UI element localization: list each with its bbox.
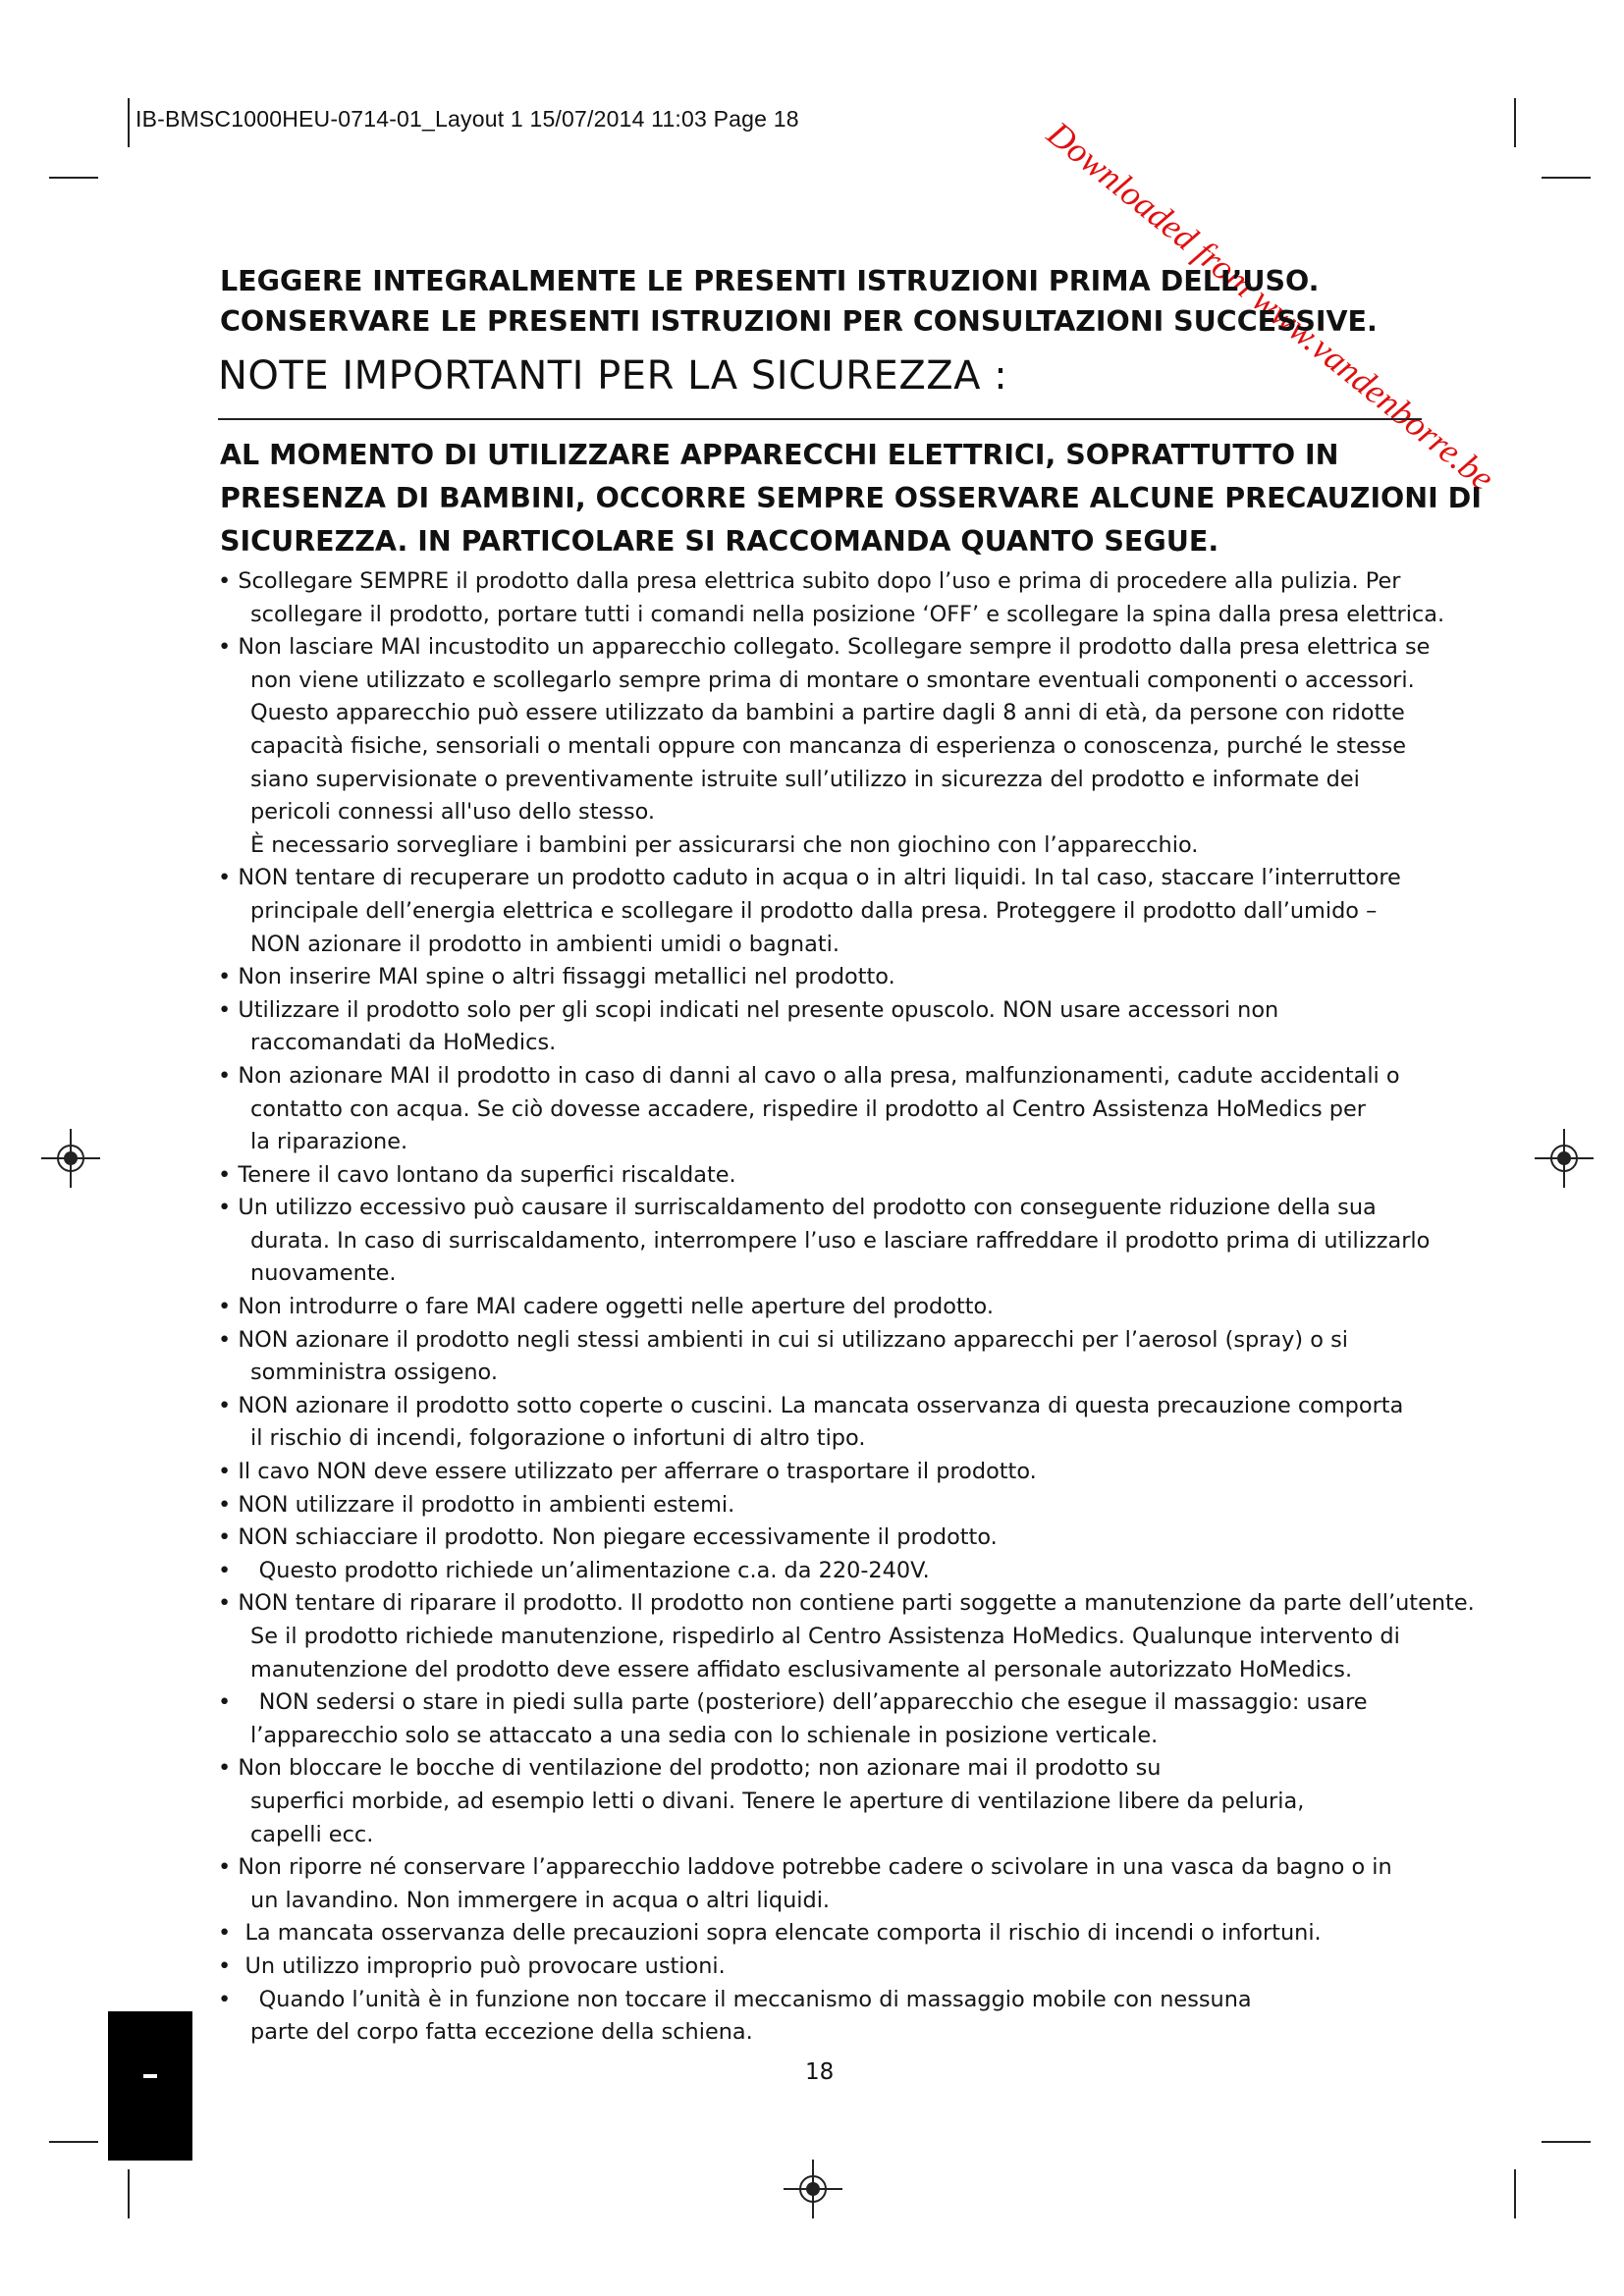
list-item	[218, 1192, 1494, 1291]
list-item	[218, 1752, 1494, 1851]
bullet-line: • NON azionare il prodotto sotto coperte o cuscini. La mancata osservanza di questa precauzione comporta	[218, 1392, 1404, 1418]
header-line: CONSERVARE LE PRESENTI ISTRUZIONI PER CONSULTAZIONI SUCCESSIVE.	[220, 305, 1378, 338]
intro-line: PRESENZA DI BAMBINI, OCCORRE SEMPRE OSSERVARE ALCUNE PRECAUZIONI DI	[220, 482, 1482, 514]
bullet-line: • Il cavo NON deve essere utilizzato per afferrare o trasportare il prodotto.	[218, 1459, 1037, 1485]
bullet-line: • NON tentare di recuperare un prodotto caduto in acqua o in altri liquidi. In tal caso, staccare l’interruttore	[218, 865, 1401, 891]
bullet-continuation: parte del corpo fatta eccezione della schiena.	[250, 2019, 753, 2046]
page-number: 18	[805, 2059, 835, 2085]
bullet-continuation: il rischio di incendi, folgorazione o infortuni di altro tipo.	[250, 1425, 866, 1452]
bullet-continuation: somministra ossigeno.	[250, 1360, 498, 1386]
download-watermark: Downloaded from www.vandenborre.be	[1040, 113, 1502, 499]
bullet-line: • Non inserire MAI spine o altri fissaggi metallici nel prodotto.	[218, 964, 895, 990]
safety-intro	[220, 434, 1482, 563]
intro-line: AL MOMENTO DI UTILIZZARE APPARECCHI ELETTRICI, SOPRATTUTTO IN	[220, 439, 1339, 471]
list-item	[218, 1984, 1494, 2050]
bullet-continuation: principale dell’energia elettrica e scollegare il prodotto dalla presa. Proteggere il prodotto dall’umido –	[250, 897, 1378, 924]
crop-mark-top-left-horizontal	[49, 177, 98, 179]
bullet-continuation: non viene utilizzato e scollegarlo sempre prima di montare o smontare eventuali componenti o accessori.	[250, 667, 1415, 693]
bullet-line: • Tenere il cavo lontano da superfici riscaldate.	[218, 1161, 736, 1188]
list-item	[218, 1291, 1494, 1324]
title-divider	[218, 418, 1422, 420]
list-item	[218, 1489, 1494, 1522]
list-item	[218, 1324, 1494, 1390]
bullet-line: • Utilizzare il prodotto solo per gli scopi indicati nel presente opuscolo. NON usare accessori non	[218, 996, 1279, 1023]
bullet-line: • Quando l’unità è in funzione non toccare il meccanismo di massaggio mobile con nessuna	[218, 1986, 1252, 2012]
bullet-continuation: raccomandati da HoMedics.	[250, 1030, 557, 1056]
list-item	[218, 1555, 1494, 1588]
print-slug-line: IB-BMSC1000HEU-0714-01_Layout 1 15/07/2014 11:03 Page 18	[135, 106, 799, 132]
bullet-line: • Un utilizzo eccessivo può causare il surriscaldamento del prodotto con conseguente riduzione della sua	[218, 1195, 1377, 1221]
crop-mark-bottom-right-vertical	[1514, 2169, 1516, 2218]
registration-mark-right-icon	[1535, 1129, 1594, 1188]
list-item	[218, 1522, 1494, 1555]
bullet-continuation: manutenzione del prodotto deve essere affidato esclusivamente al personale autorizzato HoMedics.	[250, 1656, 1353, 1682]
section-title: NOTE IMPORTANTI PER LA SICUREZZA :	[218, 353, 1008, 399]
bullet-line: • La mancata osservanza delle precauzioni sopra elencate comporta il rischio di incendi o infortuni.	[218, 1920, 1322, 1947]
list-item	[218, 1851, 1494, 1917]
document-header	[220, 261, 1418, 342]
bullet-line: • NON tentare di riparare il prodotto. Il prodotto non contiene parti soggette a manutenzione da parte dell’utente.	[218, 1590, 1475, 1617]
list-item	[218, 994, 1494, 1060]
list-item	[218, 862, 1494, 961]
bullet-line: • Scollegare SEMPRE il prodotto dalla presa elettrica subito dopo l’uso e prima di procedere alla pulizia. Per	[218, 568, 1401, 594]
list-item	[218, 1390, 1494, 1456]
bullet-continuation: siano supervisionate o preventivamente istruite sull’utilizzo in sicurezza del prodotto e informate dei	[250, 766, 1360, 792]
bullet-continuation: l’apparecchio solo se attaccato a una sedia con lo schienale in posizione verticale.	[250, 1722, 1159, 1748]
bullet-line: • NON schiacciare il prodotto. Non piegare eccessivamente il prodotto.	[218, 1524, 998, 1551]
bullet-line: • NON sedersi o stare in piedi sulla parte (posteriore) dell’apparecchio che esegue il massaggio: usare	[218, 1689, 1368, 1716]
bullet-continuation: superfici morbide, ad esempio letti o divani. Tenere le aperture di ventilazione libere da peluria,	[250, 1788, 1305, 1814]
list-item	[218, 1587, 1494, 1686]
bullet-line: • Questo prodotto richiede un’alimentazione c.a. da 220-240V.	[218, 1557, 930, 1583]
bullet-line: • Non introdurre o fare MAI cadere oggetti nelle aperture del prodotto.	[218, 1294, 994, 1320]
crop-mark-bottom-left-vertical	[128, 2169, 130, 2218]
list-item	[218, 1060, 1494, 1159]
bullet-line: • Un utilizzo improprio può provocare ustioni.	[218, 1952, 726, 1979]
bullet-continuation: Questo apparecchio può essere utilizzato da bambini a partire dagli 8 anni di età, da persone con ridotte	[250, 700, 1405, 726]
tab-dash-icon	[143, 2074, 157, 2078]
list-item	[218, 565, 1494, 631]
crop-mark-bottom-right-horizontal	[1542, 2141, 1591, 2143]
bullet-continuation: Se il prodotto richiede manutenzione, rispedirlo al Centro Assistenza HoMedics. Qualunque intervento di	[250, 1624, 1400, 1649]
bullet-line: • NON utilizzare il prodotto in ambienti estemi.	[218, 1491, 735, 1518]
crop-mark-top-right-horizontal	[1542, 177, 1591, 179]
crop-mark-bottom-left-horizontal	[49, 2141, 98, 2143]
bullet-continuation: un lavandino. Non immergere in acqua o altri liquidi.	[250, 1887, 831, 1913]
bullet-continuation: durata. In caso di surriscaldamento, interrompere l’uso e lasciare raffreddare il prodotto prima di utilizzarlo	[250, 1227, 1431, 1254]
bullet-continuation: contatto con acqua. Se ciò dovesse accadere, rispedire il prodotto al Centro Assistenza HoMedics per	[250, 1095, 1366, 1122]
list-item	[218, 1456, 1494, 1489]
bullet-continuation: capelli ecc.	[250, 1821, 374, 1847]
bullet-continuation: la riparazione.	[250, 1129, 408, 1155]
bullet-continuation: scollegare il prodotto, portare tutti i comandi nella posizione ‘OFF’ e scollegare la spina dalla presa elettrica.	[250, 601, 1445, 627]
bullet-line: • Non azionare MAI il prodotto in caso di danni al cavo o alla presa, malfunzionamenti, cadute accidentali o	[218, 1062, 1400, 1089]
intro-line: SICUREZZA. IN PARTICOLARE SI RACCOMANDA QUANTO SEGUE.	[220, 525, 1219, 558]
bullet-line: • NON azionare il prodotto negli stessi ambienti in cui si utilizzano apparecchi per l’aerosol (spray) o si	[218, 1326, 1348, 1353]
bullet-continuation: capacità fisiche, sensoriali o mentali oppure con mancanza di esperienza o conoscenza, purché le stesse	[250, 732, 1407, 759]
crop-mark-top-right-vertical	[1514, 98, 1516, 147]
bullet-continuation: nuovamente.	[250, 1260, 397, 1287]
list-item	[218, 1917, 1494, 1950]
bullet-continuation: È necessario sorvegliare i bambini per assicurarsi che non giochino con l’apparecchio.	[250, 831, 1199, 858]
bullet-continuation: NON azionare il prodotto in ambienti umidi o bagnati.	[250, 931, 839, 957]
header-line: LEGGERE INTEGRALMENTE LE PRESENTI ISTRUZIONI PRIMA DELL’USO.	[220, 265, 1320, 297]
bullet-continuation: pericoli connessi all'uso dello stesso.	[250, 799, 656, 826]
list-item	[218, 1159, 1494, 1193]
bullet-line: • Non lasciare MAI incustodito un apparecchio collegato. Scollegare sempre il prodotto dalla presa elettrica se	[218, 634, 1431, 661]
bullet-line: • Non bloccare le bocche di ventilazione del prodotto; non azionare mai il prodotto su	[218, 1755, 1162, 1782]
registration-mark-left-icon	[41, 1129, 100, 1188]
list-item	[218, 1950, 1494, 1984]
bullet-line: • Non riporre né conservare l’apparecchio laddove potrebbe cadere o scivolare in una vasca da bagno o in	[218, 1854, 1392, 1881]
language-tab	[108, 2011, 192, 2161]
list-item	[218, 961, 1494, 994]
list-item	[218, 1686, 1494, 1752]
list-item	[218, 631, 1494, 862]
registration-mark-bottom-icon	[784, 2160, 842, 2218]
safety-bullet-list	[218, 565, 1494, 2050]
crop-mark-top-left-vertical	[128, 98, 130, 147]
